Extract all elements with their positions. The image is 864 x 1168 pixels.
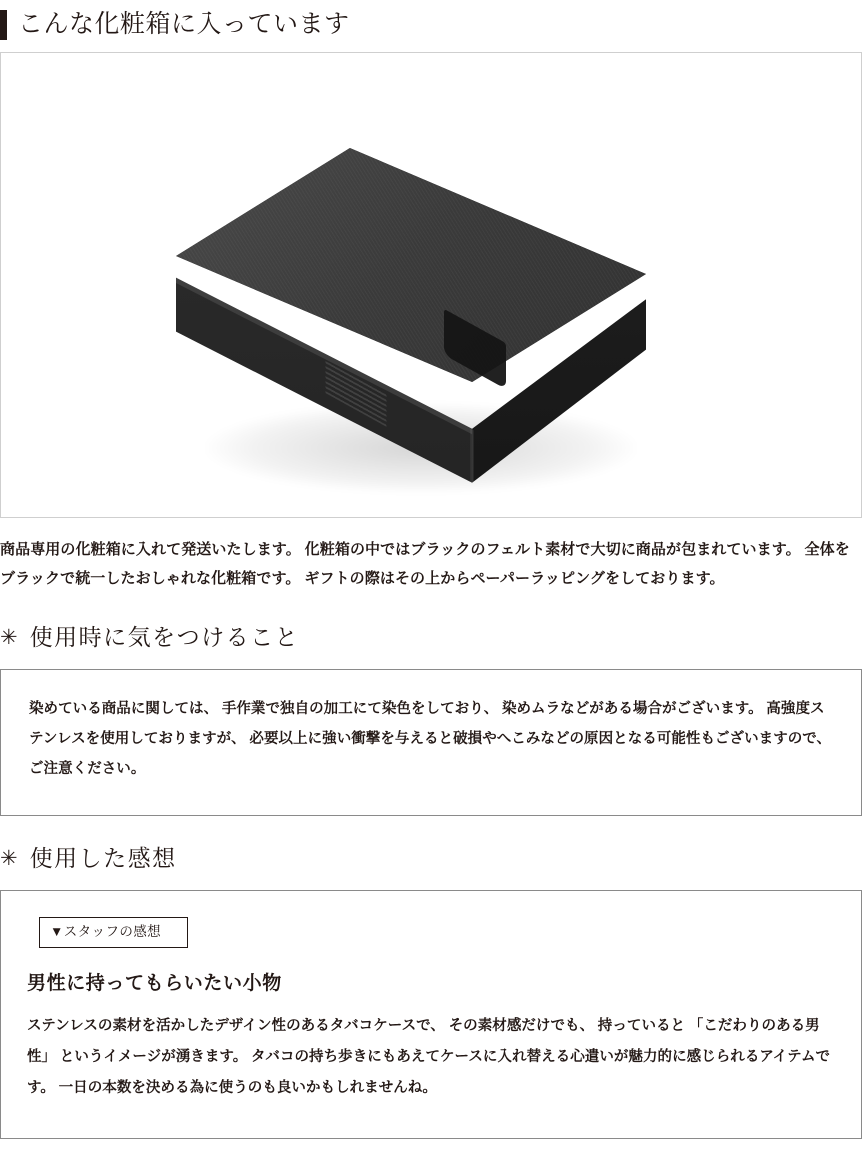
staff-review-tag: ▼スタッフの感想	[39, 917, 188, 948]
caution-section-heading	[0, 621, 864, 655]
photo-stage	[1, 53, 861, 517]
impression-section-heading	[0, 842, 864, 876]
staff-review-box	[0, 890, 862, 1139]
star-icon: ✳	[0, 625, 18, 649]
impression-heading-text: 使用した感想	[29, 845, 177, 871]
heading-accent-bar	[0, 10, 7, 40]
staff-review-text: ステンレスの素材を活かしたデザイン性のあるタバコケースで、 その素材感だけでも、 持っていると 「こだわりのある男性」 というイメージが湧きます。 タバコの持ち歩きにもあえてケースに入れ替える心遣いが魅力的に感じられるアイテムです。 一日の本数を決める為に使うのも良いかもしれませんね。	[27, 1017, 831, 1096]
staff-review-title: 男性に持ってもらいたい小物	[27, 973, 282, 995]
caution-heading-text: 使用時に気をつけること	[29, 624, 300, 650]
packaging-description: 商品専用の化粧箱に入れて発送いたします。 化粧箱の中ではブラックのフェルト素材で大切に商品が包まれています。 全体をブラックで統一したおしゃれな化粧箱です。 ギフトの際はその上からペーパーラッピングをしております。	[0, 542, 850, 588]
gift-box-illustration	[176, 148, 676, 518]
caution-note-box	[0, 669, 862, 816]
packaging-section-heading	[0, 6, 864, 44]
star-icon: ✳	[0, 846, 18, 871]
product-description-page	[0, 6, 864, 1139]
packaging-heading-text: こんな化粧箱に入っています	[18, 11, 350, 38]
packaging-photo	[0, 52, 862, 518]
caution-note-text: 染めている商品に関しては、 手作業で独自の加工にて染色をしており、 染めムラなどがある場合がございます。 高強度ステンレスを使用しておりますが、 必要以上に強い衝撃を与えると破損やへこみなどの原因となる可能性もございますので、 ご注意ください。	[29, 700, 832, 778]
